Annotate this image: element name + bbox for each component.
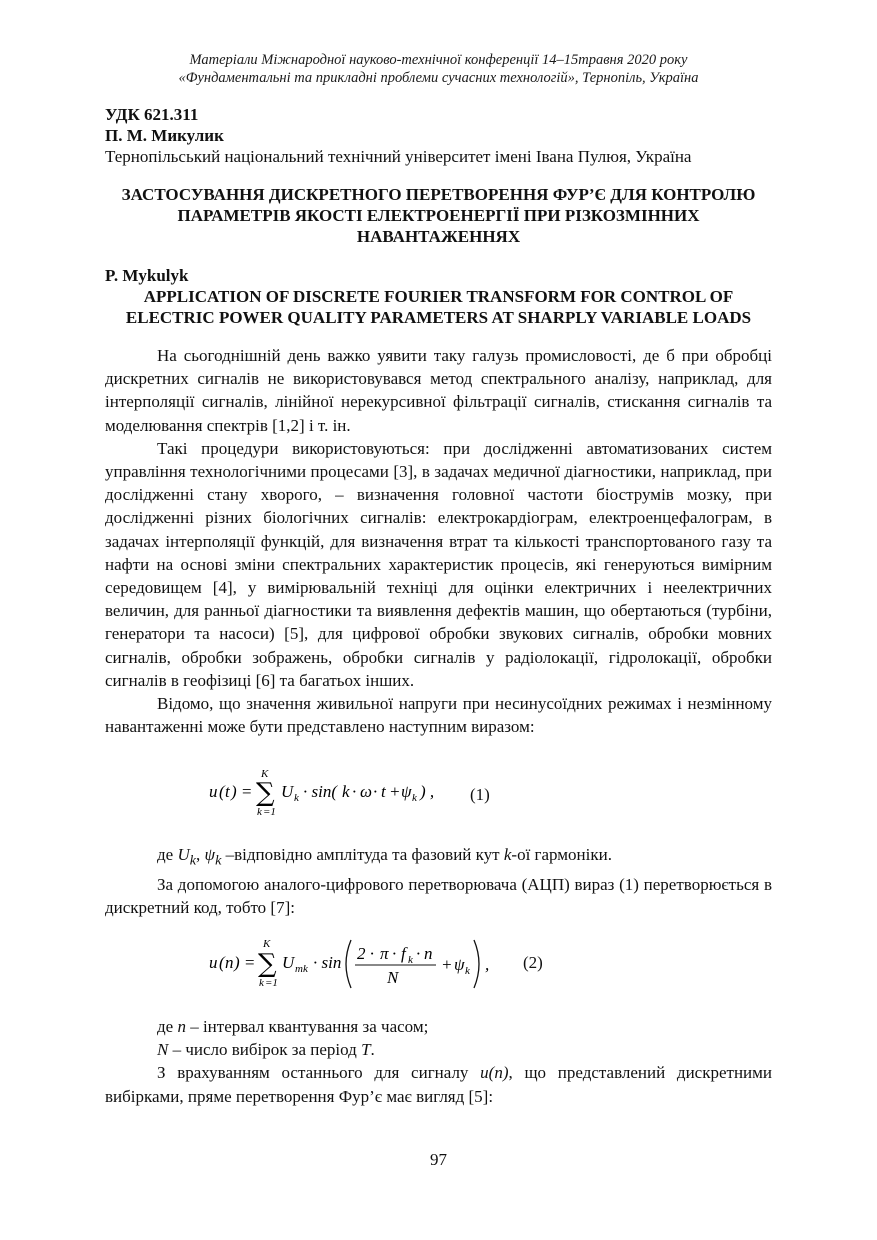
svg-text:2 ·: 2 ·	[357, 944, 374, 963]
svg-text:k: k	[257, 806, 262, 818]
p4-post: -ої гармоніки.	[511, 845, 612, 864]
svg-text:ψ: ψ	[401, 782, 412, 801]
p4-k: k	[503, 845, 512, 864]
svg-text:k: k	[342, 782, 350, 801]
udk-code: УДК 621.311	[105, 105, 199, 124]
svg-text:N: N	[387, 968, 399, 987]
paragraph-5: За допомогою аналого-цифрового перетворювача (АЦП) вираз (1) перетворюється в дискретний код, тобто [7]:	[105, 874, 772, 917]
paragraph-6	[105, 1015, 772, 1038]
svg-text:U: U	[281, 782, 294, 801]
p8-un: u(n)	[480, 1063, 509, 1083]
p4-uk: U	[177, 845, 190, 864]
svg-text:t: t	[381, 782, 386, 801]
svg-text:,: ,	[485, 955, 490, 974]
p4-psi-sub: k	[215, 852, 222, 869]
conference-header-line-1: Матеріали Міжнародної науково-технічної конференції 14–15травня 2020 року	[189, 52, 688, 68]
p7-T: T	[361, 1040, 371, 1060]
svg-text:f: f	[401, 944, 406, 963]
svg-text:n: n	[225, 953, 234, 972]
p4-mid: –відповідно амплітуда та фазовий кут	[221, 845, 504, 864]
paragraph-4	[105, 843, 772, 873]
equation-1-number: (1)	[470, 785, 490, 804]
svg-text:K: K	[261, 768, 269, 780]
paragraph-3: Відомо, що значення живильної напруги при несинусоїдних режимах і незмінному навантаженні може бути представлено наступним виразом:	[105, 694, 772, 737]
svg-text:·: ·	[392, 944, 397, 963]
svg-text:=1: =1	[265, 977, 278, 989]
p6-n: n	[177, 1017, 186, 1036]
svg-text:(: (	[219, 953, 225, 972]
svg-text:k: k	[408, 954, 413, 966]
affiliation: Тернопільський національний технічний університет імені Івана Пулюя, Україна	[105, 147, 692, 166]
svg-text:=1: =1	[263, 806, 276, 818]
title-en: APPLICATION OF DISCRETE FOURIER TRANSFORM FOR CONTROL OF ELECTRIC POWER QUALITY PARAMETERS AT SHARPLY VARIABLE LOADS	[125, 287, 752, 327]
body-text-1	[105, 344, 772, 738]
svg-text:·: ·	[373, 782, 378, 801]
svg-text:ψ: ψ	[454, 955, 465, 974]
svg-text:·: ·	[416, 944, 421, 963]
article-meta	[105, 104, 691, 167]
p7-N: N	[157, 1040, 169, 1060]
equation-2-number: (2)	[523, 953, 543, 972]
svg-text:k: k	[259, 977, 264, 989]
title-ua: ЗАСТОСУВАННЯ ДИСКРЕТНОГО ПЕРЕТВОРЕННЯ ФУР’Є ДЛЯ КОНТРОЛЮ ПАРАМЕТРІВ ЯКОСТІ ЕЛЕКТРОЕНЕРГІЇ ПРИ РІЗКОЗМІННИХ НАВАНТАЖЕННЯХ	[121, 185, 756, 246]
svg-text:·: ·	[352, 782, 357, 801]
svg-text:ω: ω	[360, 782, 373, 801]
p4-pre: де	[157, 845, 178, 864]
p7-post: .	[370, 1040, 375, 1060]
svg-text:mk: mk	[295, 963, 308, 975]
svg-text:u: u	[209, 953, 218, 972]
author-ua: П. М. Микулик	[105, 126, 224, 145]
conference-header	[0, 51, 877, 87]
p6-post: – інтервал квантування за часом;	[185, 1017, 429, 1036]
svg-text:k: k	[465, 965, 470, 977]
p4-psi: ψ	[204, 845, 216, 864]
body-text-2	[105, 843, 772, 919]
svg-text:t: t	[225, 782, 230, 801]
author-en: P. Mykulyk	[105, 266, 189, 285]
svg-text:k: k	[294, 792, 299, 804]
p8-post: , що представлений дискретними вибірками, пряме перетворення Фур’є має вигляд [5]:	[105, 1063, 772, 1106]
svg-text:+: +	[389, 782, 401, 801]
svg-text:) ,: ) ,	[420, 782, 435, 801]
svg-text:) =: ) =	[234, 953, 256, 972]
svg-text:n: n	[424, 944, 433, 963]
page-number: 97	[430, 1150, 447, 1169]
paragraph-8	[105, 1061, 772, 1107]
paragraph-2: Такі процедури використовуються: при дослідженні автоматизованих систем управління технологічними процесами [3], в задачах медичної діагностики, наприклад, при дослідженні стану хворого, – визначення головної частоти біострумів мозку, при дослідженні різних біологічних сигналів: електрокардіограм, електроенцефалограм, в задачах інтерполяції функцій, для визначення втрат та кількості транспортованого газу та нафти на основі зміни спектральних характеристик процесів, які генеруються вимірним середовищем [4], у вимірювальній техніці для оцінки електричних і неелектричних величин, для ранньої діагностики та виявлення дефектів машин, що обертаються (турбіни, генератори та насоси) [5], для цифрової обробки звукових сигналів, обробки мовних сигналів, обробки зображень, обробки сигналів у радіолокації, гідролокації, обробки сигналів в геофізиці [6] та багатьох інших.	[105, 438, 772, 690]
p4-uk-sub: k	[189, 852, 197, 869]
p8-pre: З врахуванням останнього для сигналу	[157, 1063, 481, 1083]
conference-header-line-2: «Фундаментальні та прикладні проблеми сучасних технологій», Тернопіль, Україна	[178, 70, 699, 86]
equation-1	[205, 762, 465, 822]
svg-text:· sin(: · sin(	[303, 782, 337, 801]
svg-text:∑: ∑	[258, 949, 277, 979]
body-text-3	[105, 1015, 772, 1108]
svg-text:∑: ∑	[256, 778, 275, 808]
svg-text:· sin: · sin	[313, 953, 342, 972]
equation-2	[205, 932, 505, 996]
paragraph-7	[105, 1038, 772, 1061]
svg-text:U: U	[282, 953, 295, 972]
svg-text:u: u	[209, 782, 218, 801]
svg-text:k: k	[412, 792, 417, 804]
p7-mid: – число вибірок за період	[168, 1040, 362, 1060]
svg-text:K: K	[263, 938, 271, 950]
p4-sep: ,	[196, 845, 205, 864]
p6-pre: де	[157, 1017, 178, 1036]
svg-text:) =: ) =	[231, 782, 253, 801]
svg-text:(: (	[219, 782, 225, 801]
svg-text:+: +	[441, 955, 453, 974]
svg-text:π: π	[380, 944, 389, 963]
paragraph-1: На сьогоднішній день важко уявити таку галузь промисловості, де б при обробці дискретних сигналів не використовувався метод спектрального аналізу, наприклад, для інтерполяції сигналів, лінійної нерекурсивної фільтрації сигналів, стискання сигналів та моделювання спектрів [1,2] і т. ін.	[105, 346, 772, 435]
